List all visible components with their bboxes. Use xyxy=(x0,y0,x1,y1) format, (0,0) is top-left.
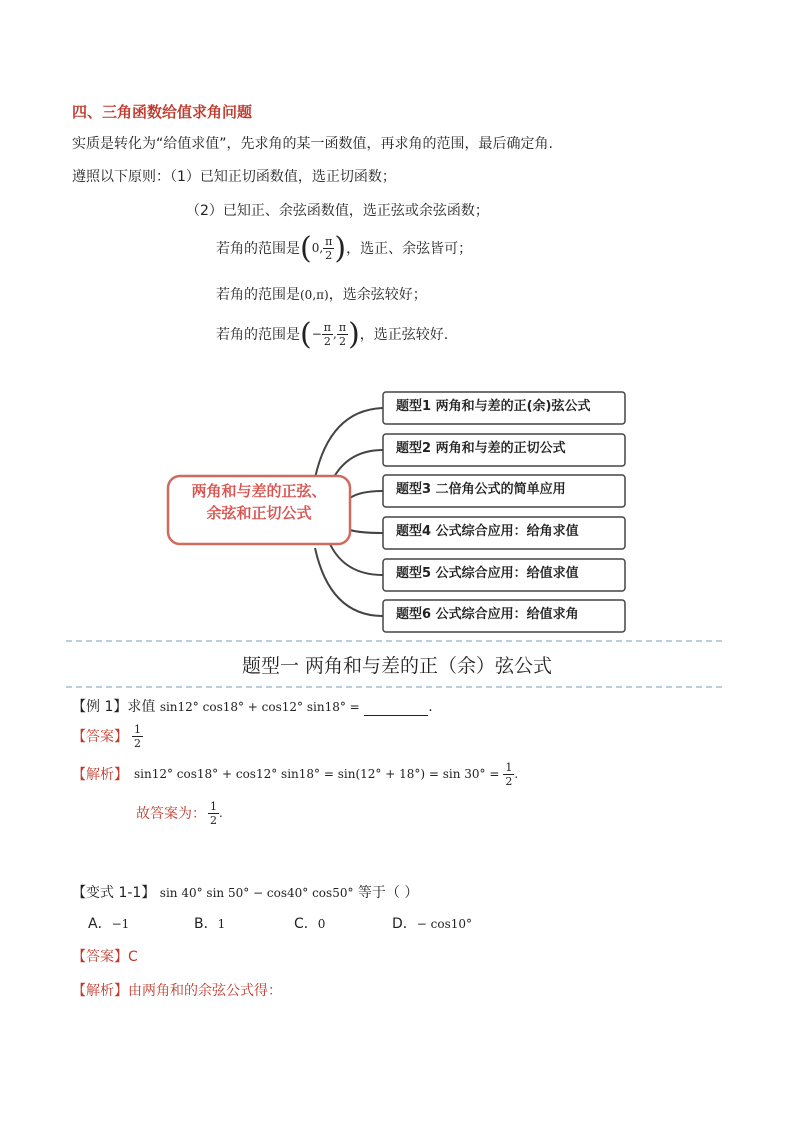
mindmap-diagram xyxy=(0,380,794,640)
paragraph-line: （2）已知正、余弦函数值，选正弦或余弦函数； xyxy=(186,203,489,219)
fraction xyxy=(323,235,334,262)
topic-boxes xyxy=(383,392,625,632)
divider-line xyxy=(66,686,722,688)
range-case-2 xyxy=(216,284,427,304)
section-title: 题型一 两角和与差的正（余）弦公式 xyxy=(241,655,553,677)
right-paren: ) xyxy=(334,230,347,266)
topic-label: 题型6 公式综合应用：给值求角 xyxy=(396,607,579,622)
option-letter: D． xyxy=(392,916,417,932)
fraction-denominator: 2 xyxy=(210,813,217,827)
center-label-line: 余弦和正切公式 xyxy=(206,504,312,522)
center-label-line: 两角和与差的正弦、 xyxy=(191,482,327,500)
example-answer xyxy=(72,722,143,750)
variant-question xyxy=(72,882,418,902)
range-case-3 xyxy=(216,312,448,356)
option-d[interactable] xyxy=(392,913,472,933)
case-suffix: ，选正、余弦皆可； xyxy=(346,241,473,257)
sentence-end: . xyxy=(428,699,433,715)
fraction-denominator: 2 xyxy=(323,334,331,348)
fraction-numerator: π xyxy=(338,320,347,334)
topic-label: 题型2 两角和与差的正切公式 xyxy=(396,441,566,456)
divider-line xyxy=(66,640,722,642)
paragraph-line: 遵照以下原则：（1）已知正切函数值，选正切函数； xyxy=(72,169,396,185)
branch-line xyxy=(350,491,383,498)
case-prefix: 若角的范围是 xyxy=(216,327,300,343)
case-prefix: 若角的范围是 xyxy=(216,287,300,303)
variant-question-text: 等于（ ） xyxy=(357,885,419,901)
fraction-numerator: 1 xyxy=(210,799,217,813)
fraction xyxy=(337,321,348,348)
example-question xyxy=(72,696,433,716)
conclusion-text: 故答案为： xyxy=(136,806,206,822)
branch-line xyxy=(350,530,383,533)
example-analysis xyxy=(72,758,518,790)
variant-label: 【变式 1-1】 xyxy=(72,885,156,901)
fraction-numerator: 1 xyxy=(505,760,513,774)
right-paren: ) xyxy=(348,316,360,352)
left-paren: ( xyxy=(300,230,312,266)
fraction xyxy=(322,321,333,348)
option-letter: A． xyxy=(88,916,112,932)
interval-left: 0, xyxy=(311,241,324,255)
fraction-denominator: 2 xyxy=(134,736,141,750)
branch-line xyxy=(330,544,383,575)
fraction-numerator: π xyxy=(323,320,332,334)
option-c[interactable] xyxy=(294,913,325,933)
fraction-denominator: 2 xyxy=(505,774,513,788)
sentence-end: . xyxy=(514,767,519,781)
example-conclusion xyxy=(136,798,223,828)
example-label: 【例 1】 xyxy=(72,699,128,715)
example-expression: sin12° cos18° + cos12° sin18° = xyxy=(159,700,360,714)
analysis-label: 【解析】 xyxy=(72,983,128,999)
variant-analysis xyxy=(72,980,282,1000)
answer-blank xyxy=(364,703,428,716)
sentence-end: . xyxy=(219,806,223,820)
option-letter: C． xyxy=(294,916,318,932)
answer-label: 【答案】 xyxy=(72,729,128,745)
option-value: 1 xyxy=(217,917,226,931)
left-paren: ( xyxy=(300,316,312,352)
interval: (0,π) xyxy=(300,288,329,302)
center-node-label xyxy=(168,480,350,524)
fraction-denominator: 2 xyxy=(325,248,333,262)
topic-label: 题型4 公式综合应用：给角求值 xyxy=(396,524,579,539)
option-value: 0 xyxy=(317,917,326,931)
option-b[interactable] xyxy=(194,913,225,933)
comma: , xyxy=(333,327,337,341)
paragraph-line: 实质是转化为“给值求值”，先求角的某一函数值，再求角的范围，最后确定角. xyxy=(72,136,553,152)
topic-label: 题型5 公式综合应用：给值求值 xyxy=(396,566,579,581)
analysis-expression: sin12° cos18° + cos12° sin18° = sin(12° + 18°) = sin 30° = xyxy=(134,767,500,781)
topic-label: 题型3 二倍角公式的简单应用 xyxy=(396,482,566,497)
option-value: − cos10° xyxy=(416,917,473,931)
option-value: −1 xyxy=(111,917,130,931)
minus-sign: − xyxy=(311,327,322,341)
fraction-numerator: 1 xyxy=(134,722,141,736)
analysis-text: 由两角和的余弦公式得： xyxy=(128,983,282,999)
case-suffix: ，选正弦较好. xyxy=(359,327,449,343)
case-prefix: 若角的范围是 xyxy=(216,241,300,257)
option-a[interactable] xyxy=(88,913,129,933)
example-prompt: 求值 xyxy=(127,699,156,715)
analysis-fraction xyxy=(503,761,514,788)
variant-expression: sin 40° sin 50° − cos40° cos50° xyxy=(159,886,354,900)
fraction-numerator: π xyxy=(325,234,333,248)
analysis-label: 【解析】 xyxy=(72,767,128,783)
topic-label: 题型1 两角和与差的正(余)弦公式 xyxy=(396,399,591,414)
answer-label: 【答案】 xyxy=(72,949,128,965)
range-case-1 xyxy=(216,226,472,270)
branch-line xyxy=(315,548,383,616)
branch-line xyxy=(315,408,383,478)
answer-value: C xyxy=(128,949,138,965)
section-heading: 四、三角函数给值求角问题 xyxy=(72,103,253,121)
conclusion-fraction xyxy=(208,800,219,827)
answer-fraction xyxy=(132,723,143,750)
fraction-denominator: 2 xyxy=(338,334,346,348)
option-letter: B． xyxy=(194,916,218,932)
variant-answer xyxy=(72,946,138,966)
case-suffix: ，选余弦较好； xyxy=(328,287,427,303)
